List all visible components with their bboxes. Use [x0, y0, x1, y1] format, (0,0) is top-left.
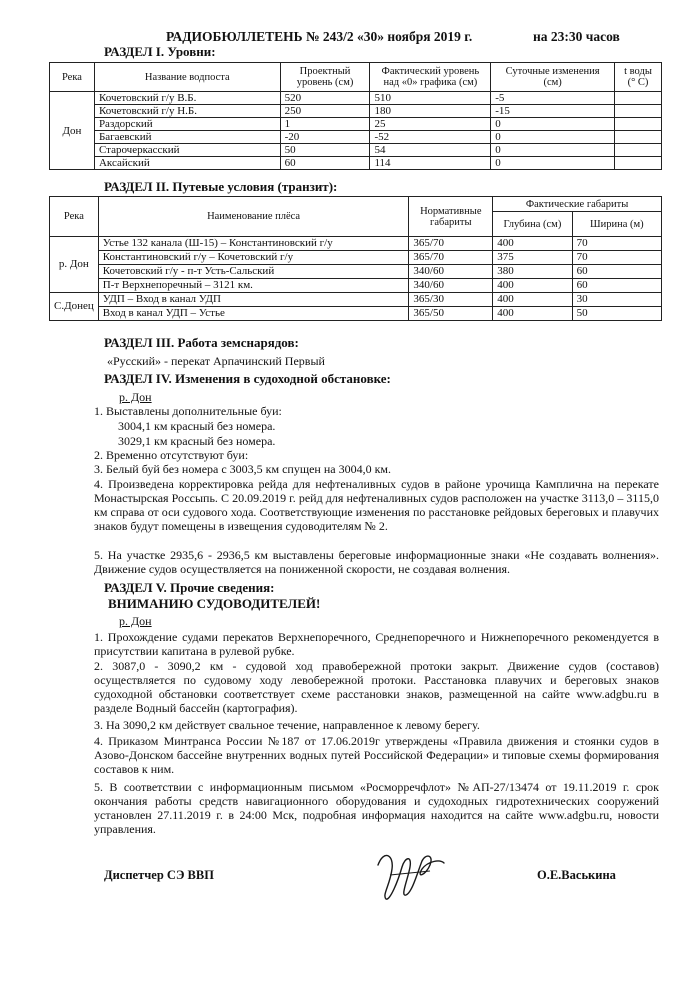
water-temp [615, 157, 662, 170]
width-value: 30 [572, 293, 661, 307]
col-water-temp: t воды (° С) [615, 63, 662, 92]
daily-change: -5 [491, 92, 615, 105]
list-item: 3. Белый буй без номера с 3003,5 км спущен на 3004,0 км. [94, 462, 392, 476]
normative-dims: 340/60 [409, 265, 493, 279]
table-row [50, 265, 662, 279]
river-subheading: р. Дон [119, 390, 152, 404]
table-row [50, 144, 662, 157]
design-level: 1 [280, 118, 370, 131]
design-level: 250 [280, 105, 370, 118]
post-name: Кочетовский г/у Н.Б. [94, 105, 280, 118]
dispatcher-name: О.Е.Васькина [537, 868, 616, 882]
levels-table [49, 62, 662, 170]
table-row [50, 131, 662, 144]
river-subheading: р. Дон [119, 614, 152, 628]
list-item: 1. Выставлены дополнительные буи: [94, 404, 282, 418]
depth-value: 400 [493, 237, 572, 251]
daily-change: 0 [491, 118, 615, 131]
post-name: Раздорский [94, 118, 280, 131]
design-level: 60 [280, 157, 370, 170]
list-subitem: 3029,1 км красный без номера. [118, 434, 276, 448]
depth-value: 400 [493, 279, 572, 293]
width-value: 50 [572, 307, 661, 321]
actual-level: 180 [370, 105, 491, 118]
daily-change: 0 [491, 144, 615, 157]
reach-name: Устье 132 канала (Ш-15) – Константиновский г/у [98, 237, 409, 251]
normative-dims: 365/30 [409, 293, 493, 307]
reach-name: УДП – Вход в канал УДП [98, 293, 409, 307]
signature [370, 845, 450, 905]
actual-level: 54 [370, 144, 491, 157]
width-value: 60 [572, 279, 661, 293]
normative-dims: 365/70 [409, 251, 493, 265]
normative-dims: 365/70 [409, 237, 493, 251]
design-level: -20 [280, 131, 370, 144]
section-4-title: РАЗДЕЛ IV. Изменения в судоходной обстановке: [104, 371, 391, 386]
normative-dims: 340/60 [409, 279, 493, 293]
normative-dims: 365/50 [409, 307, 493, 321]
col-river: Река [50, 197, 99, 237]
post-name: Аксайский [94, 157, 280, 170]
actual-level: -52 [370, 131, 491, 144]
water-temp [615, 144, 662, 157]
list-subitem: 3004,1 км красный без номера. [118, 419, 276, 433]
section-2-title: РАЗДЕЛ II. Путевые условия (транзит): [104, 179, 338, 194]
river-cell: Дон [50, 92, 95, 170]
col-width: Ширина (м) [572, 212, 661, 237]
col-design-level: Проектный уровень (см) [280, 63, 370, 92]
list-item: 5. В соответствии с информационным письмом «Росморречфлот» №АП-27/13474 от 19.11.2019 г. срок окончания работы средств навигационного оборудования и судоходных гидротехнических сооружений установлен 27.11.2019 г. в 24:00 Мск, подробная информация находится на сайте www.adgbu.ru, новости управления. [94, 780, 659, 836]
bulletin-time: на 23:30 часов [533, 29, 620, 44]
list-item: 4. Приказом Минтранса России №187 от 17.06.2019г утверждены «Правила движения и стоянки судов в Азово-Донском бассейне внутренних водных путей Российской Федерации» и типовые схемы формирования составов к ним. [94, 734, 659, 776]
water-temp [615, 118, 662, 131]
reach-name: Кочетовский г/у - п-т Усть-Сальский [98, 265, 409, 279]
list-item: 3. На 3090,2 км действует свальное течение, направленное к левому берегу. [94, 718, 480, 732]
col-post-name: Название водпоста [94, 63, 280, 92]
table-row [50, 157, 662, 170]
actual-level: 25 [370, 118, 491, 131]
col-depth: Глубина (см) [493, 212, 572, 237]
col-reach: Наименование плёса [98, 197, 409, 237]
levels-header-row [50, 63, 662, 92]
table-row [50, 118, 662, 131]
dispatcher-position: Диспетчер СЭ ВВП [104, 868, 214, 882]
width-value: 60 [572, 265, 661, 279]
list-item: 1. Прохождение судами перекатов Верхнепоречного, Среднепоречного и Нижнепоречного рекомендуется в присутствии капитана в рулевой рубке. [94, 630, 659, 658]
col-daily-change: Суточные изменения (см) [491, 63, 615, 92]
daily-change: -15 [491, 105, 615, 118]
attention-heading: ВНИМАНИЮ СУДОВОДИТЕЛЕЙ! [108, 596, 321, 611]
depth-value: 375 [493, 251, 572, 265]
table-row [50, 237, 662, 251]
water-temp [615, 92, 662, 105]
reach-name: Вход в канал УДП – Устье [98, 307, 409, 321]
col-normative: Нормативные габариты [409, 197, 493, 237]
depth-value: 400 [493, 293, 572, 307]
actual-level: 510 [370, 92, 491, 105]
post-name: Кочетовский г/у В.Б. [94, 92, 280, 105]
table-row [50, 92, 662, 105]
section-1-title: РАЗДЕЛ I. Уровни: [104, 44, 216, 59]
section-5-title: РАЗДЕЛ V. Прочие сведения: [104, 580, 275, 595]
col-river: Река [50, 63, 95, 92]
design-level: 520 [280, 92, 370, 105]
actual-level: 114 [370, 157, 491, 170]
list-item: 5. На участке 2935,6 - 2936,5 км выставлены береговые информационные знаки «Не создавать волнения». Движение судов осуществляется на пониженной скорости, не создавая волнения. [94, 548, 659, 576]
river-cell: р. Дон [50, 237, 99, 293]
daily-change: 0 [491, 131, 615, 144]
post-name: Багаевский [94, 131, 280, 144]
width-value: 70 [572, 237, 661, 251]
river-cell: С.Донец [50, 293, 99, 321]
table-row [50, 105, 662, 118]
table-row [50, 307, 662, 321]
depth-value: 400 [493, 307, 572, 321]
water-temp [615, 131, 662, 144]
post-name: Старочеркасский [94, 144, 280, 157]
bulletin-title: РАДИОБЮЛЛЕТЕНЬ № 243/2 «30» ноября 2019 г. [166, 29, 473, 44]
design-level: 50 [280, 144, 370, 157]
transit-header-row [50, 197, 662, 212]
section-3-title: РАЗДЕЛ III. Работа земснарядов: [104, 335, 299, 350]
width-value: 70 [572, 251, 661, 265]
table-row [50, 279, 662, 293]
list-item: 4. Произведена корректировка рейда для нефтеналивных судов в районе урочища Камплична на перекате Монастырская Россыпь. С 20.09.2019 г. рейд для нефтеналивных судов расположен на участке 3113,0 – 3115,0 км справа от оси судового хода. Соответствующие изменения по расстановке рейдовых береговых и плавучих знаков будут помещены в извещения судоводителям № 2. [94, 477, 659, 533]
table-row [50, 251, 662, 265]
list-item: 2. 3087,0 - 3090,2 км - судовой ход правобережной протоки закрыт. Движение судов (составов) осуществляется по судовому ходу левобережной протоки. Расстановка плавучих и береговых знаков судоходной обстановки соответствует схеме расстановки знаков, размещенной на сайте www.adgbu.ru в разделе Водный бассейн (картография). [94, 659, 659, 715]
col-actual-dims: Фактические габариты [493, 197, 662, 212]
dredger-info: «Русский» - перекат Арпачинский Первый [107, 354, 325, 368]
col-actual-level: Фактический уровень над «0» графика (см) [370, 63, 491, 92]
list-item: 2. Временно отсутствуют буи: [94, 448, 249, 462]
water-temp [615, 105, 662, 118]
transit-table [49, 196, 662, 321]
depth-value: 380 [493, 265, 572, 279]
daily-change: 0 [491, 157, 615, 170]
reach-name: Константиновский г/у – Кочетовский г/у [98, 251, 409, 265]
table-row [50, 293, 662, 307]
reach-name: П-т Верхнепоречный – 3121 км. [98, 279, 409, 293]
